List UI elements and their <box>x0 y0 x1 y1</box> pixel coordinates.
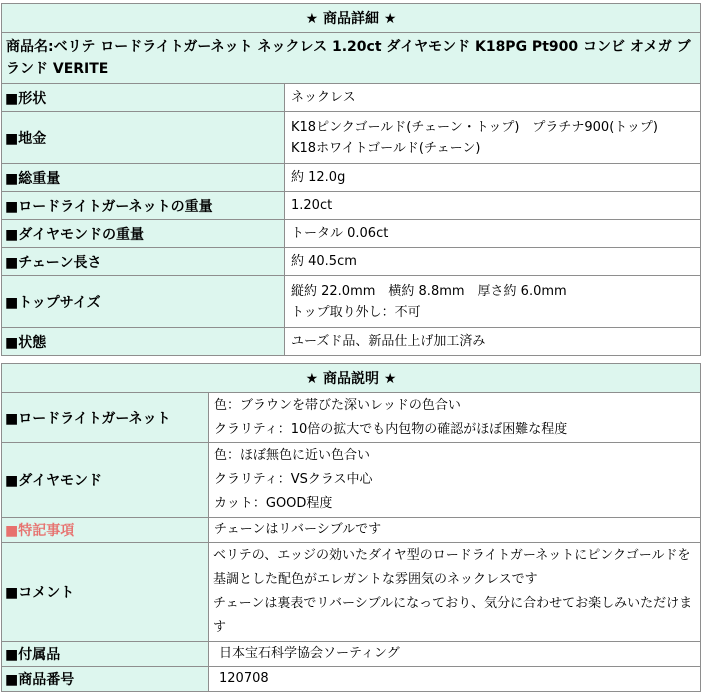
row-value-diamond: 色：ほぼ無色に近い色合い クラリティ：VSクラス中心 カット：GOOD程度 <box>209 443 701 518</box>
row-value-garnet-weight: 1.20ct <box>285 192 701 220</box>
row-value-accessories: 日本宝石科学協会ソーティング <box>209 642 701 667</box>
row-label-special-notes: ■特記事項 <box>2 518 209 543</box>
product-name: 商品名:ベリテ ロードライトガーネット ネックレス 1.20ct ダイヤモンド K18PG Pt900 コンビ オメガ ブランド VERITE <box>2 33 701 84</box>
table-row <box>2 393 701 443</box>
row-value-product-number: 120708 <box>209 667 701 692</box>
description-header: ★ 商品説明 ★ <box>2 364 701 393</box>
row-value-total-weight: 約 12.0g <box>285 164 701 192</box>
row-value-diamond-weight: トータル 0.06ct <box>285 220 701 248</box>
row-label-total-weight: ■総重量 <box>2 164 285 192</box>
row-value-special-notes: チェーンはリバーシブルです <box>209 518 701 543</box>
row-value-metal: K18ピンクゴールド(チェーン・トップ) プラチナ900(トップ) K18ホワイトゴールド(チェーン) <box>285 112 701 164</box>
table-row <box>2 328 701 356</box>
table-row <box>2 84 701 112</box>
product-details-table <box>1 3 701 356</box>
row-label-chain-length: ■チェーン長さ <box>2 248 285 276</box>
row-label-garnet: ■ロードライトガーネット <box>2 393 209 443</box>
row-label-metal: ■地金 <box>2 112 285 164</box>
table-row <box>2 276 701 328</box>
row-value-garnet: 色：ブラウンを帯びた深いレッドの色合い クラリティ：10倍の拡大でも内包物の確認がほぼ困難な程度 <box>209 393 701 443</box>
details-header: ★ 商品詳細 ★ <box>2 4 701 33</box>
row-value-chain-length: 約 40.5cm <box>285 248 701 276</box>
product-description-table <box>1 363 701 692</box>
row-value-comment: ベリテの、エッジの効いたダイヤ型のロードライトガーネットにピンクゴールドを基調とした配色がエレガントな雰囲気のネックレスです チェーンは裏表でリバーシブルになっており、気分に合わせてお楽しみいただけます <box>209 543 701 642</box>
row-value-condition: ユーズド品、新品仕上げ加工済み <box>285 328 701 356</box>
table-row <box>2 667 701 692</box>
row-label-accessories: ■付属品 <box>2 642 209 667</box>
table-row <box>2 192 701 220</box>
table-row <box>2 443 701 518</box>
row-label-diamond: ■ダイヤモンド <box>2 443 209 518</box>
table-row <box>2 112 701 164</box>
row-label-product-number: ■商品番号 <box>2 667 209 692</box>
table-row <box>2 248 701 276</box>
table-row <box>2 543 701 642</box>
row-label-diamond-weight: ■ダイヤモンドの重量 <box>2 220 285 248</box>
row-label-garnet-weight: ■ロードライトガーネットの重量 <box>2 192 285 220</box>
row-label-top-size: ■トップサイズ <box>2 276 285 328</box>
row-label-shape: ■形状 <box>2 84 285 112</box>
table-row <box>2 642 701 667</box>
table-row <box>2 164 701 192</box>
row-label-comment: ■コメント <box>2 543 209 642</box>
row-value-shape: ネックレス <box>285 84 701 112</box>
row-value-top-size: 縦約 22.0mm 横約 8.8mm 厚さ約 6.0mm トップ取り外し：不可 <box>285 276 701 328</box>
row-label-condition: ■状態 <box>2 328 285 356</box>
table-row <box>2 220 701 248</box>
table-row <box>2 518 701 543</box>
